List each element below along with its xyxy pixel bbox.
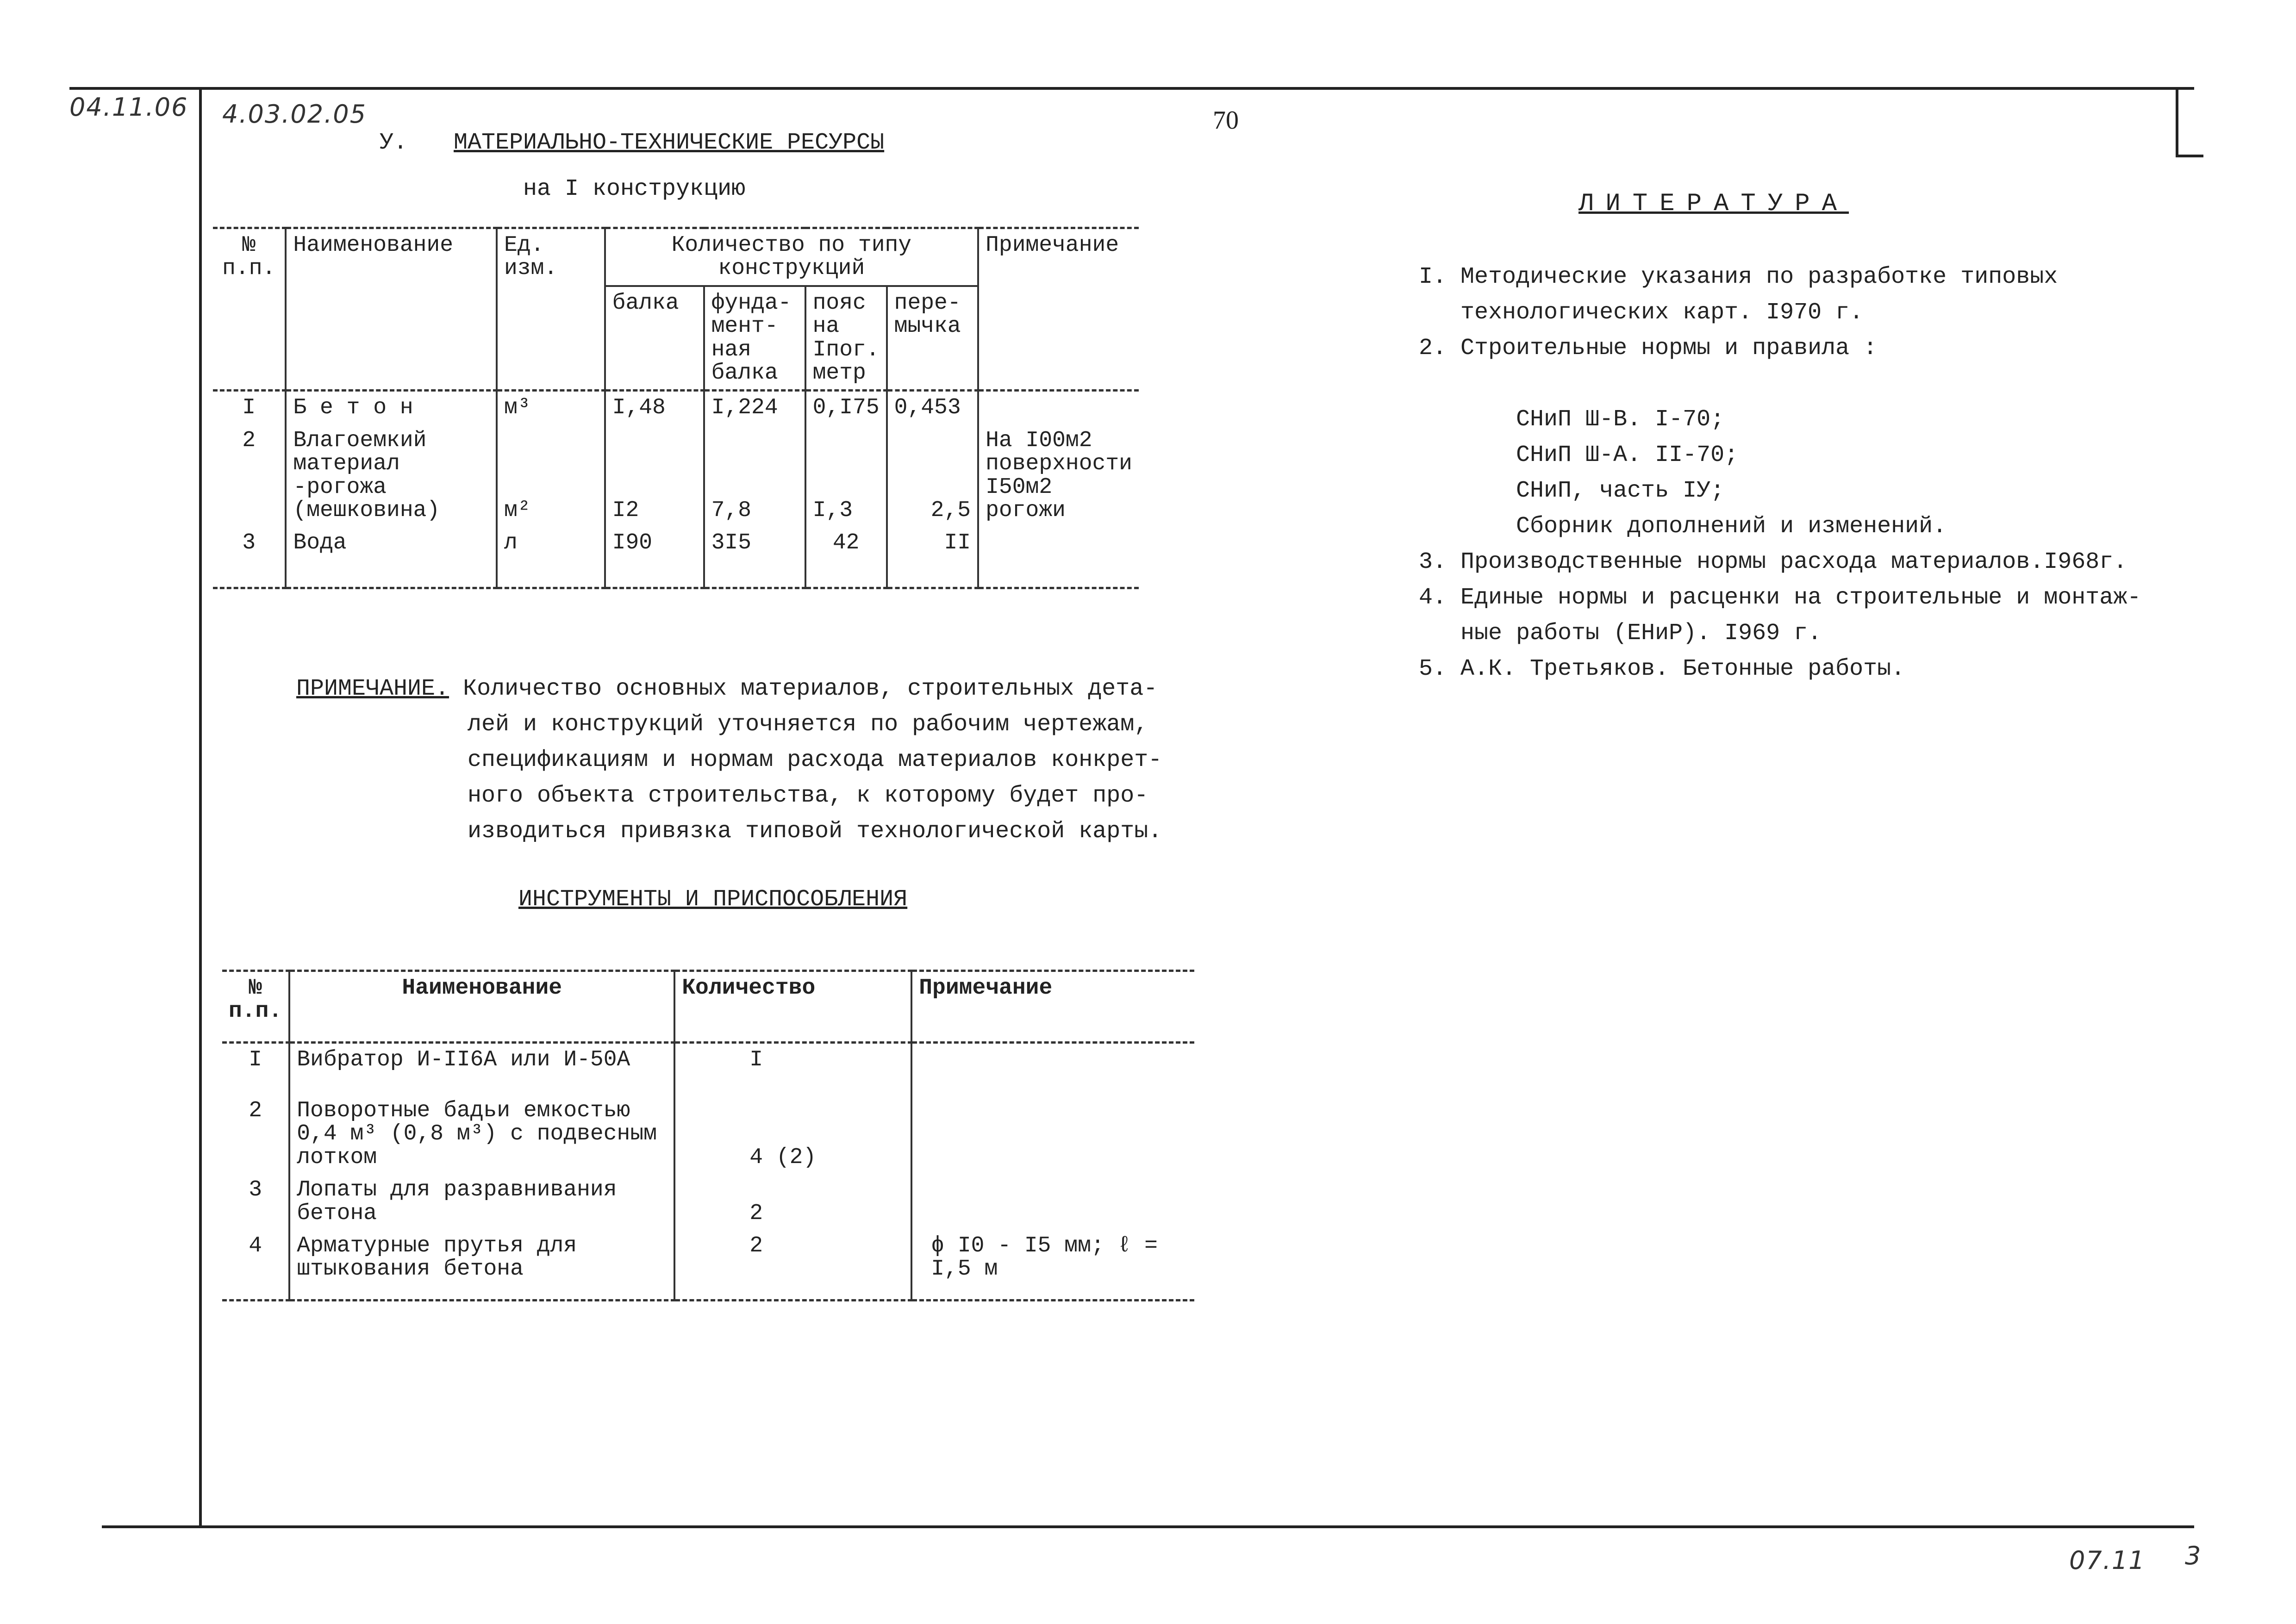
literature-title: ЛИТЕРАТУРА	[1578, 190, 1849, 218]
literature-line: Сборник дополнений и изменений.	[1419, 513, 1947, 540]
mt-row3-name: Вода	[286, 527, 497, 588]
bottom-stamp: 07.11	[2069, 1546, 2146, 1575]
mt-header-perem: пере- мычка	[887, 286, 978, 391]
bottom-mark: 3	[2185, 1541, 2202, 1570]
literature-line: СНиП Ш-В. I-70;	[1419, 406, 1725, 433]
note-label: ПРИМЕЧАНИЕ.	[296, 676, 449, 702]
literature-line: технологических карт. I970 г.	[1419, 299, 1864, 326]
mt-row1-poyas: 0,I75	[805, 391, 887, 424]
tt-row3-note	[911, 1174, 1194, 1230]
note-line: ного объекта строительства, к которому будет про-	[468, 783, 1148, 809]
tt-row2-name: Поворотные бадьи емкостью 0,4 м³ (0,8 м³) с подвесным лотком	[289, 1095, 674, 1174]
mt-row2-num: 2	[213, 424, 286, 527]
mt-header-balka: балка	[605, 286, 704, 391]
note-line: изводиться привязка типовой технологической карты.	[468, 818, 1162, 845]
mt-row2-perem: 2,5	[887, 424, 978, 527]
mt-header-qty-group: Количество по типу конструкций	[605, 228, 978, 286]
mt-row3-note	[978, 527, 1139, 588]
tools-heading: ИНСТРУМЕНТЫ И ПРИСПОСОБЛЕНИЯ	[518, 886, 908, 913]
mt-header-poyas: пояс на Iпог. метр	[805, 286, 887, 391]
tt-row1-note	[911, 1043, 1194, 1095]
tt-row1-name: Вибратор И-II6А или И-50А	[289, 1043, 674, 1095]
table-row	[213, 527, 1139, 588]
tt-row1-qty: I	[674, 1043, 911, 1095]
section-subtitle: на I конструкцию	[523, 176, 746, 202]
date-stamp: 04.11.06	[69, 93, 188, 122]
literature-list	[1419, 259, 2141, 687]
literature-line: 4. Единые нормы и расценки на строительные и монтаж-	[1419, 585, 2141, 611]
mt-row3-fund: 3I5	[704, 527, 805, 588]
corner-bracket	[2176, 87, 2178, 156]
tt-row1-num: I	[222, 1043, 289, 1095]
mt-row1-num: I	[213, 391, 286, 424]
tt-header-qty: Количество	[674, 971, 911, 1043]
mt-row3-num: 3	[213, 527, 286, 588]
literature-line	[1419, 366, 2141, 402]
corner-bracket-foot	[2176, 155, 2203, 157]
note-line: лей и конструкций уточняется по рабочим чертежам,	[468, 711, 1148, 738]
mt-row1-balka: I,48	[605, 391, 704, 424]
tt-row3-num: 3	[222, 1174, 289, 1230]
tt-row3-name: Лопаты для разравнивания бетона	[289, 1174, 674, 1230]
tt-header-num: № п.п.	[222, 971, 289, 1043]
literature-line: ные работы (ЕНиР). I969 г.	[1419, 620, 1822, 647]
table-row	[222, 1174, 1194, 1230]
tt-row3-qty: 2	[674, 1174, 911, 1230]
mt-header-note: Примечание	[978, 228, 1139, 391]
table-row	[213, 424, 1139, 527]
note-line: спецификациям и нормам расхода материалов конкрет-	[468, 747, 1162, 773]
tools-table	[222, 970, 1194, 1301]
mt-row1-perem: 0,453	[887, 391, 978, 424]
section-title: МАТЕРИАЛЬНО-ТЕХНИЧЕСКИЕ РЕСУРСЫ	[454, 130, 885, 156]
tt-header-note: Примечание	[911, 971, 1194, 1043]
table-row	[222, 1043, 1194, 1095]
mt-row1-fund: I,224	[704, 391, 805, 424]
table-row	[222, 1095, 1194, 1174]
literature-line: 3. Производственные нормы расхода материалов.I968г.	[1419, 549, 2128, 575]
mt-row2-fund: 7,8	[704, 424, 805, 527]
literature-line: I. Методические указания по разработке типовых	[1419, 264, 2058, 290]
tt-header-name: Наименование	[289, 971, 674, 1043]
tt-row4-name: Арматурные прутья для штыкования бетона	[289, 1230, 674, 1300]
materials-table	[213, 227, 1139, 589]
mt-row1-name: Б е т о н	[286, 391, 497, 424]
left-frame-line	[199, 87, 202, 1526]
mt-row2-poyas: I,3	[805, 424, 887, 527]
mt-row3-perem: II	[887, 527, 978, 588]
mt-header-fund: фунда- мент- ная балка	[704, 286, 805, 391]
note-block	[296, 671, 1162, 849]
tt-row4-note: ϕ I0 - I5 мм; ℓ = I,5 м	[911, 1230, 1194, 1300]
mt-row3-poyas: 42	[805, 527, 887, 588]
bottom-frame-line	[102, 1525, 2194, 1528]
literature-line: 2. Строительные нормы и правила :	[1419, 335, 1878, 361]
mt-header-unit: Ед. изм.	[497, 228, 605, 391]
mt-row1-note	[978, 391, 1139, 424]
tt-row2-num: 2	[222, 1095, 289, 1174]
tt-row4-qty: 2	[674, 1230, 911, 1300]
literature-line: СНиП, часть IУ;	[1419, 478, 1725, 504]
mt-row2-name: Влагоемкий материал -рогожа (мешковина)	[286, 424, 497, 527]
note-line: Количество основных материалов, строительных дета-	[463, 676, 1158, 702]
top-frame-line	[69, 87, 2194, 90]
tt-row2-note	[911, 1095, 1194, 1174]
mt-row2-note: На I00м2 поверхности I50м2 рогожи	[986, 428, 1132, 523]
table-row	[213, 391, 1139, 424]
literature-line: 5. А.К. Третьяков. Бетонные работы.	[1419, 656, 1905, 682]
tt-row4-num: 4	[222, 1230, 289, 1300]
document-code: 4.03.02.05	[222, 100, 367, 129]
mt-row2-unit: м²	[497, 424, 605, 527]
mt-row2-balka: I2	[605, 424, 704, 527]
table-row	[222, 1230, 1194, 1300]
tt-row2-qty: 4 (2)	[674, 1095, 911, 1174]
mt-row3-unit: л	[497, 527, 605, 588]
section-number: У.	[380, 130, 408, 156]
mt-row1-unit: м³	[497, 391, 605, 424]
literature-line: СНиП Ш-А. II-70;	[1419, 442, 1739, 468]
mt-row3-balka: I90	[605, 527, 704, 588]
mt-header-num: № п.п.	[213, 228, 286, 391]
page-number: 70	[1213, 106, 1239, 135]
mt-header-name: Наименование	[286, 228, 497, 391]
